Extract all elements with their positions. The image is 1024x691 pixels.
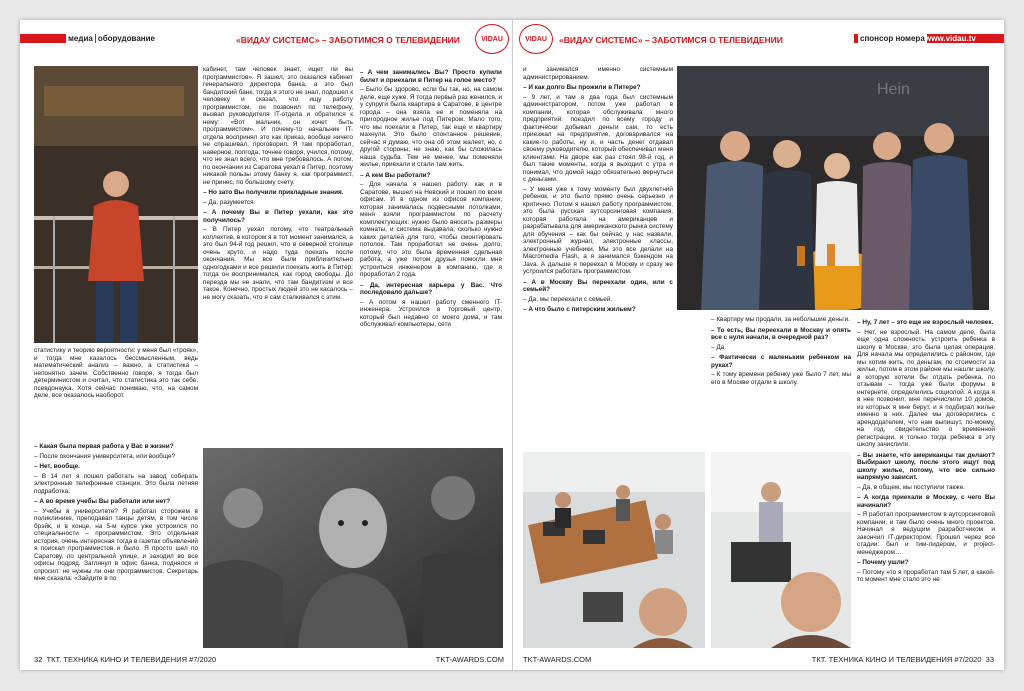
photo-man-on-balcony	[34, 66, 198, 343]
question: – А кем Вы работали?	[360, 171, 431, 179]
column-right-3	[857, 316, 995, 656]
sponsor-label: спонсор номера	[860, 34, 925, 43]
answer: – Да, в общем, мы поступили также.	[857, 483, 965, 491]
right-page	[512, 20, 1004, 670]
answer: – Квартиру мы продали, за небольшие деньги.	[711, 316, 850, 323]
magazine-spread	[20, 20, 1004, 670]
logo-text: VIDAU	[525, 35, 547, 43]
paragraph: статистику и теорию вероятности: у меня был «трояк», и тогда мне казалось бессмысленным, ведь математический анализ – важно, а статистика – непонятно зачем. Собственно говоря, я тогда был детерминистом и считал, что статистика это так себе, псевдонаука. Хотя сейчас понимаю, что, на самом деле, все оказалось наоборот.	[34, 347, 198, 399]
footer-right	[812, 655, 994, 664]
question: – Фактически с маленьким ребенком на руках?	[711, 354, 851, 369]
vidau-logo-right	[519, 24, 553, 54]
question: – Какая была первая работа у Вас в жизни?	[34, 443, 174, 450]
question: – А почему Вы в Питер уехали, как это получилось?	[203, 209, 353, 224]
answer: – А потом я нашел работу сменного IT-инженера. Устроился в торговый центр, который был недавно от моего дома, и там обслуживал компьютеры, сети	[360, 298, 502, 328]
logo-text: VIDAU	[481, 35, 503, 43]
question: – Нет, вообще.	[34, 463, 80, 470]
answer: – Потому что я проработал там 5 лет, в какой-то момент мне стало это не	[857, 568, 995, 583]
column-left-2	[203, 66, 353, 446]
rubric-left: медиа	[68, 34, 93, 43]
header-title: «ВИДАУ СИСТЕМС» – ЗАБОТИМСЯ О ТЕЛЕВИДЕНИИ	[559, 35, 783, 45]
answer: – Да, разумеется.	[203, 198, 256, 206]
column-left-1b	[34, 440, 198, 650]
column-right-1	[523, 66, 673, 446]
photo-bw-portrait-crowd	[203, 448, 503, 648]
answer: – К тому времени ребенку уже было 7 лет, мы его в Москве отдали в школу.	[711, 371, 851, 386]
answer: – В 14 лет я пошел работать на завод собирать электронные телефонные станции. Это была летняя подработка.	[34, 472, 198, 495]
answer: – Да.	[711, 343, 726, 351]
question: – То есть, Вы переехали в Москву и опять все с нуля начали, в очередной раз?	[711, 326, 851, 341]
left-page	[20, 20, 512, 670]
answer: – У меня уже к тому моменту был двухлетний ребенок, и это было прямо очень серьезно и критично. Потом я нашел работу программистом, это была русская аутсорсинговая компания, которая работала на американцев и разрабатывала для американского рынка систему для обучения – как бы сейчас у нас назвали, электронный журнал, электронные классы, электронные учебники. Мы это все делали на Macromedia Flash, а я занимался бэкендом на Java. А дальше я переехал в Москву и сразу же устроился работать программистом.	[523, 185, 673, 275]
magazine-name: ТКТ. ТЕХНИКА КИНО И ТЕЛЕВИДЕНИЯ #7/2020	[811, 655, 982, 664]
footer-left	[34, 655, 216, 664]
question: – А во время учебы Вы работали или нет?	[34, 498, 171, 505]
question: – Вы знаете, что американцы так делают? Выбирают школу, после этого ищут под школу жилье, потому, что все сильно напрямую зависит.	[857, 451, 995, 481]
question: – А в Москву Вы переехали один, или с семьей?	[523, 278, 673, 293]
photo-office-workspace	[523, 452, 705, 648]
column-right-2	[711, 316, 851, 466]
column-left-3	[360, 66, 502, 446]
question: – Почему ушли?	[857, 559, 909, 566]
answer: – Для начала я нашел работу: как и в Саратове, вышел на Невский и пошел по всем офисам. И в одном из офисов компании, которая занималась подвесными потолками, меня взяли программистом по расчету комплектующих: нужно было вносить размеры комнаты, и система выдавала, сколько нужно каких деталей для того, чтобы смонтировать потолок. Там проработал не очень долго, потому, что это была временная сдельная работа, а уже потом друзья помогли мне устроиться инженером в компанию, где я проработал 2 года.	[360, 181, 502, 278]
answer: – Я работал программистом в аутсорсинговой компании, и там было очень много проектов. Начинал я ведущим разработчиком и закончил IT-директором. Прошел через все стадии: был и тим-лидером, и project-менеджером…	[857, 511, 995, 556]
footer-url[interactable]: TKT-AWARDS.COM	[523, 655, 592, 664]
rubric-right: оборудование	[97, 34, 155, 43]
question: – Да, интересная карьера у Вас. Что последовало дальше?	[360, 281, 502, 296]
answer: – Учебы в университете? Я работал сторожем в поликлинике, преподавал танцы детям, в том числе брэйк, и в конце, на 5-м курсе уже устроился по специальности – программистом. Это отдельная история, очень интересная тогда в газетах объявлений я поискал программистов и было. Я просто шел по Саратову, по центральной улице, и заходил во все офисы подряд. Заглянул в офис банка, поднялся и спросил: не нужны ли они программистов. Секретарь мне сказала: «Зайдите в по	[34, 507, 198, 582]
question: – А когда приехали в Москву, с чего Вы начинали?	[857, 494, 995, 509]
answer: – Было бы здорово, если бы так, но, на самом деле, еще хуже. Я тогда первый раз женился, и у супруги была квартира в Саратове, в центре города – она взяла ее и поменяла на пригородное жилье под Питером. Мало того, что мы поехали в Питер, так еще и квартиру махнули. Это было спонтанное решение, сейчас я думаю, что она об этом жалеет, но, с другой стороны, не знаю, как бы сложилась наша судьба. Тем не менее, мы поменяли жилье, приехали и стали там жить.	[360, 86, 502, 168]
svg-text:Hein: Hein	[877, 81, 910, 98]
footer-url[interactable]: TKT-AWARDS.COM	[435, 655, 504, 664]
answer: – Нет, не взрослый. На самом деле, была еще одна сложность: устроить ребенка в школу в Москве, это была целая операция. Для начала мы определились с районом, где мы хотим жить, по деньгам, по стоимости за жилье, потом в этом районе мы нашли школу, в которую хотели бы отдать ребенка, по отзывам – тогда уже были форумы в интернете, определились социолой. А когда я в нее позвонил, мне перечислили 10 домов, из которых я мне берут, и я подбирал жилье именно в них. Далее мы договорились с арендодателем, что нам выпишут, по-моему, на год, свидетельство о временной регистрации, и только тогда ребенка в эту школу зачислили.	[857, 328, 995, 448]
question: – Ну, 7 лет – это еще не взрослый человек.	[857, 319, 994, 326]
sponsor-url[interactable]: www.vidau.tv	[925, 34, 976, 43]
answer: – После окончания университета, или вообще?	[34, 452, 176, 460]
vidau-logo-left	[475, 24, 509, 54]
answer: – В Питер уехал потому, что театральный коллектив, в котором я в тот момент занимался, а это был 94-й год решил, что в северной столице очень круто, и надо туда поехать после окончания. Мы все были приблизительно одногодками и все решили поехать жить в Питер: тогда он воспринимался, как город свободы. До перезда мы не знали, что там бандитизм и все такое. Конечно, простых людей это не касалось – не могу сказать, что я сам сталкивался с этим.	[203, 226, 353, 301]
magazine-name: ТКТ. ТЕХНИКА КИНО И ТЕЛЕВИДЕНИЯ #7/2020	[46, 655, 217, 664]
question: – Но зато Вы получили прикладные знания.	[203, 189, 344, 196]
page-number: 33	[985, 655, 994, 664]
page-number: 32	[34, 655, 43, 664]
paragraph: и занимался именно системным администрированием.	[523, 66, 673, 81]
answer: – Да, мы переехали с семьей.	[523, 295, 613, 303]
column-left-1	[34, 347, 198, 437]
question: – А чем занимались Вы? Просто купили билет и приехали в Питер на голое место?	[360, 69, 502, 84]
rubric	[66, 33, 155, 44]
question: – И как долго Вы прожили в Питере?	[523, 84, 641, 91]
photo-group-of-five-men	[677, 66, 989, 310]
header-title: «ВИДАУ СИСТЕМС» – ЗАБОТИМСЯ О ТЕЛЕВИДЕНИИ	[236, 35, 460, 45]
answer: – 9 лет, и там я два года был системным администратором, потом уже работал в компании, которая обслуживала много предприятий: поездил по всему городу и фактически добывал деньги сам, то есть приезжал на предприятие, договаривался на какие-то работы, ну и, и часть денег отдавал своему руководителю, который обеспечивал меня клиентами. На дворе как раз стоял 98-й год, и был такие моменты, когда я выходил с утра и понимал, что домой надо обязательно вернуться с деньгами.	[523, 93, 673, 183]
question: – А что было с питерским жильем?	[523, 306, 636, 313]
photo-man-with-laptop	[711, 452, 851, 648]
paragraph: кабинет, там человек знает, ищет ли вы программистов». Я зашел, это оказался кабинет генерального директора банка, а это был бандитский банк, тогда я этого не знал, подошел к человеку и сказал, что ищу работу программистом, он позвонил по телефону, вызвал руководителя IT-отдела и обратился к нему: «Вот мальчик, он хочет быть программистом». И почему-то начальник IT-отдела воспринял это как приказ, вообще ничего не спрашивал, проговорил. Я там проработал, наверное, полгода, точнее говоря, учился, потому, что не знал всего, что мне требовалось. А потом, по окончании из Саратова уехал в Питер, поэтому никакой пользы этому банку я, как программист, не принес, по большому счету.	[203, 66, 353, 186]
